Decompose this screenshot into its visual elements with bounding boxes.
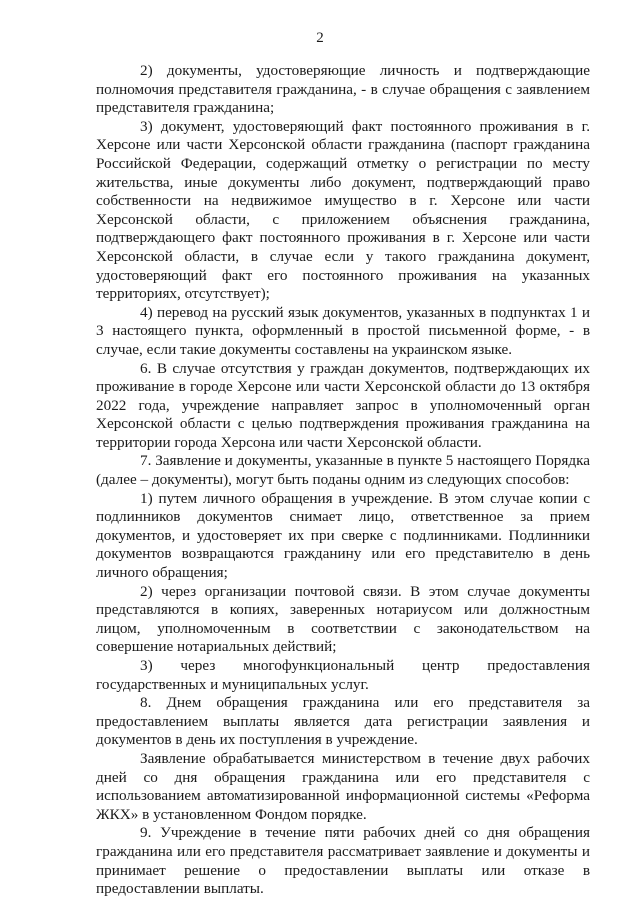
paragraph-point-7: 7. Заявление и документы, указанные в пункте 5 настоящего Порядка (далее – документы), могут быть поданы одним из следующих способов:	[96, 452, 590, 489]
paragraph-point-8: 8. Днем обращения гражданина или его представителя за предоставлением выплаты является дата регистрации заявления и документов в день их поступления в учреждение.	[96, 694, 590, 749]
paragraph-method-3: 3) через многофункциональный центр предоставления государственных и муниципальных услуг.	[96, 657, 590, 693]
paragraph-processing: Заявление обрабатывается министерством в течение двух рабочих дней со дня обращения гражданина или его представителя с использованием автоматизированной информационной системы «Реформа ЖКХ» в установленном Фондом порядке.	[96, 749, 590, 823]
document-body	[96, 62, 590, 899]
paragraph-item-4: 4) перевод на русский язык документов, указанных в подпунктах 1 и 3 настоящего пункта, оформленный в простой письменной форме, - в случае, если такие документы составлены на украинском языке.	[96, 303, 590, 358]
paragraph-method-2: 2) через организации почтовой связи. В этом случае документы представляются в копиях, заверенных нотариусом или должностным лицом, уполномоченным в соответствии с законодательством на совершение нотариальных действий;	[96, 582, 590, 656]
paragraph-item-2: 2) документы, удостоверяющие личность и подтверждающие полномочия представителя гражданина, - в случае обращения с заявлением представителя гражданина;	[96, 62, 590, 117]
paragraph-point-6: 6. В случае отсутствия у граждан документов, подтверждающих их проживание в городе Херсоне или части Херсонской области до 13 октября 2022 года, учреждение направляет запрос в уполномоченный орган Херсонской области с целью подтверждения проживания гражданина на территории города Херсона или части Херсонской области.	[96, 359, 590, 451]
paragraph-item-3: 3) документ, удостоверяющий факт постоянного проживания в г. Херсоне или части Херсонской области гражданина (паспорт гражданина Российской Федерации, содержащий отметку о регистрации по месту жительства, иные документы либо документ, подтверждающий право собственности на недвижимое имущество в г. Херсоне или части Херсонской области, с приложением объяснения гражданина, подтверждающего факт постоянного проживания в г. Херсоне или части Херсонской области, в случае если у такого гражданина документ, удостоверяющий факт его постоянного проживания на указанных территориях, отсутствует);	[96, 117, 590, 303]
page-number: 2	[316, 30, 324, 46]
paragraph-method-1: 1) путем личного обращения в учреждение. В этом случае копии с подлинников документов снимает лицо, ответственное за прием документов, и удостоверяет их при сверке с подлинниками. Подлинники документов возвращаются гражданину или его представителю в день личного обращения;	[96, 489, 590, 582]
paragraph-point-9: 9. Учреждение в течение пяти рабочих дней со дня обращения гражданина или его представителя рассматривает заявление и документы и принимает решение о предоставлении выплаты или отказе в предоставлении выплаты.	[96, 824, 590, 898]
